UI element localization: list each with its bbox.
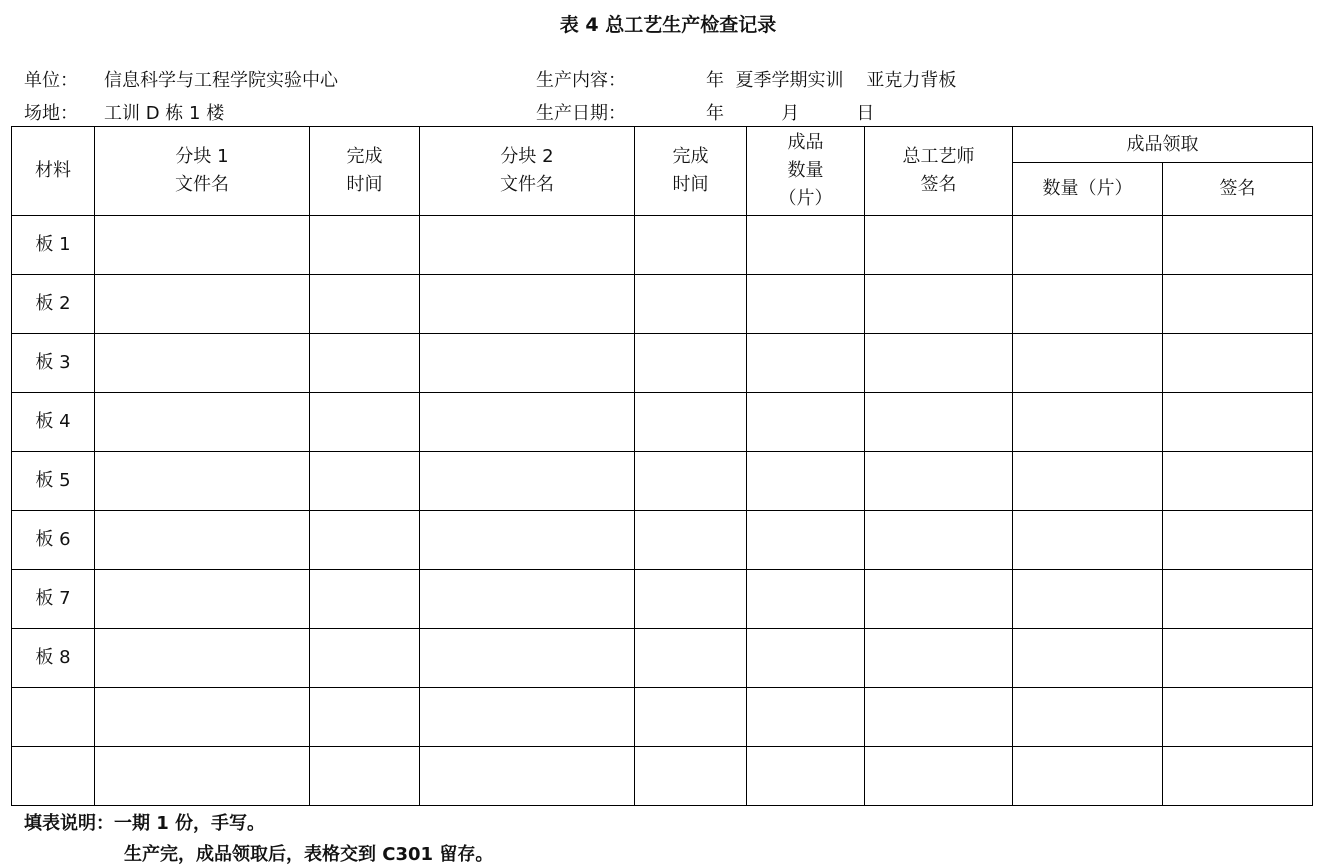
blank-entry-cell (1163, 629, 1313, 688)
header-chief-technologist-signature: 总工艺师 签名 (865, 127, 1013, 216)
blank-entry-cell (420, 216, 635, 275)
unit-value: 信息科学与工程学院实验中心 (104, 70, 338, 91)
blank-entry-cell (1013, 688, 1163, 747)
header-material: 材料 (12, 127, 95, 216)
blank-entry-cell (95, 747, 310, 806)
table-row (12, 688, 1313, 747)
header-block2-filename: 分块 2 文件名 (420, 127, 635, 216)
blank-entry-cell (1013, 747, 1163, 806)
table-row (12, 629, 1313, 688)
blank-entry-cell (1163, 334, 1313, 393)
unit-label: 单位： (24, 70, 78, 91)
blank-entry-cell (1163, 216, 1313, 275)
blank-entry-cell (310, 393, 420, 452)
production-content-value: 年 夏季学期实训 亚克力背板 (706, 70, 957, 91)
blank-entry-cell (310, 452, 420, 511)
blank-entry-cell (420, 452, 635, 511)
blank-entry-cell (310, 334, 420, 393)
header-pickup-quantity: 数量（片） (1013, 163, 1163, 216)
document-title: 表 4 总工艺生产检查记录 (559, 14, 777, 36)
blank-entry-cell (310, 570, 420, 629)
blank-entry-cell (635, 275, 747, 334)
blank-entry-cell (635, 511, 747, 570)
header-finish-time-2: 完成 时间 (635, 127, 747, 216)
blank-entry-cell (1163, 511, 1313, 570)
blank-entry-cell (865, 747, 1013, 806)
blank-entry-cell (865, 275, 1013, 334)
table-row (12, 216, 1313, 275)
blank-entry-cell (420, 275, 635, 334)
blank-entry-cell (865, 393, 1013, 452)
blank-entry-cell (420, 570, 635, 629)
blank-entry-cell (747, 629, 865, 688)
material-cell: 板 5 (12, 452, 95, 511)
blank-entry-cell (310, 275, 420, 334)
blank-entry-cell (1163, 275, 1313, 334)
header-block1-filename: 分块 1 文件名 (95, 127, 310, 216)
production-content-label: 生产内容： (536, 70, 626, 91)
blank-entry-cell (310, 629, 420, 688)
blank-entry-cell (865, 629, 1013, 688)
blank-entry-cell (747, 334, 865, 393)
blank-entry-cell (1163, 393, 1313, 452)
fill-instructions-line2: 生产完，成品领取后，表格交到 C301 留存。 (124, 844, 494, 865)
blank-entry-cell (865, 334, 1013, 393)
blank-entry-cell (420, 334, 635, 393)
blank-entry-cell (635, 334, 747, 393)
blank-entry-cell (1013, 629, 1163, 688)
header-product-quantity: 成品 数量 （片） (747, 127, 865, 216)
blank-entry-cell (865, 216, 1013, 275)
blank-entry-cell (420, 688, 635, 747)
material-cell: 板 3 (12, 334, 95, 393)
blank-entry-cell (420, 629, 635, 688)
blank-entry-cell (635, 393, 747, 452)
table-body (12, 216, 1313, 806)
blank-entry-cell (747, 747, 865, 806)
blank-entry-cell (747, 275, 865, 334)
site-value: 工训 D 栋 1 楼 (104, 103, 225, 124)
blank-entry-cell (865, 570, 1013, 629)
blank-entry-cell (310, 511, 420, 570)
blank-entry-cell (1013, 452, 1163, 511)
blank-entry-cell (310, 747, 420, 806)
blank-entry-cell (420, 747, 635, 806)
blank-entry-cell (95, 452, 310, 511)
blank-entry-cell (1013, 511, 1163, 570)
material-cell (12, 747, 95, 806)
production-check-table (11, 126, 1313, 806)
blank-entry-cell (1163, 452, 1313, 511)
material-cell (12, 688, 95, 747)
header-finish-time-1: 完成 时间 (310, 127, 420, 216)
blank-entry-cell (635, 570, 747, 629)
blank-entry-cell (420, 511, 635, 570)
table-row (12, 570, 1313, 629)
table-row (12, 393, 1313, 452)
material-cell: 板 7 (12, 570, 95, 629)
blank-entry-cell (95, 688, 310, 747)
blank-entry-cell (310, 216, 420, 275)
material-cell: 板 4 (12, 393, 95, 452)
production-date-value: 年 月 日 (706, 103, 875, 124)
material-cell: 板 2 (12, 275, 95, 334)
blank-entry-cell (865, 511, 1013, 570)
table-row (12, 747, 1313, 806)
blank-entry-cell (95, 334, 310, 393)
blank-entry-cell (1013, 393, 1163, 452)
blank-entry-cell (95, 629, 310, 688)
table-row (12, 452, 1313, 511)
blank-entry-cell (420, 393, 635, 452)
blank-entry-cell (1013, 570, 1163, 629)
blank-entry-cell (95, 511, 310, 570)
blank-entry-cell (747, 511, 865, 570)
blank-entry-cell (95, 570, 310, 629)
production-date-label: 生产日期： (536, 103, 626, 124)
blank-entry-cell (635, 452, 747, 511)
header-product-pickup: 成品领取 (1013, 127, 1313, 163)
blank-entry-cell (1163, 747, 1313, 806)
blank-entry-cell (1163, 688, 1313, 747)
blank-entry-cell (1013, 216, 1163, 275)
table-row (12, 511, 1313, 570)
material-cell: 板 8 (12, 629, 95, 688)
blank-entry-cell (95, 216, 310, 275)
blank-entry-cell (865, 452, 1013, 511)
site-label: 场地： (24, 103, 78, 124)
blank-entry-cell (747, 216, 865, 275)
blank-entry-cell (635, 688, 747, 747)
blank-entry-cell (865, 688, 1013, 747)
blank-entry-cell (635, 629, 747, 688)
blank-entry-cell (747, 452, 865, 511)
blank-entry-cell (95, 393, 310, 452)
material-cell: 板 1 (12, 216, 95, 275)
blank-entry-cell (1163, 570, 1313, 629)
blank-entry-cell (310, 688, 420, 747)
blank-entry-cell (635, 747, 747, 806)
blank-entry-cell (1013, 334, 1163, 393)
table-row (12, 275, 1313, 334)
table-row (12, 334, 1313, 393)
fill-instructions-line1: 填表说明：一期 1 份，手写。 (24, 813, 266, 834)
blank-entry-cell (747, 393, 865, 452)
blank-entry-cell (1013, 275, 1163, 334)
material-cell: 板 6 (12, 511, 95, 570)
header-pickup-signature: 签名 (1163, 163, 1313, 216)
blank-entry-cell (747, 688, 865, 747)
blank-entry-cell (95, 275, 310, 334)
blank-entry-cell (747, 570, 865, 629)
blank-entry-cell (635, 216, 747, 275)
